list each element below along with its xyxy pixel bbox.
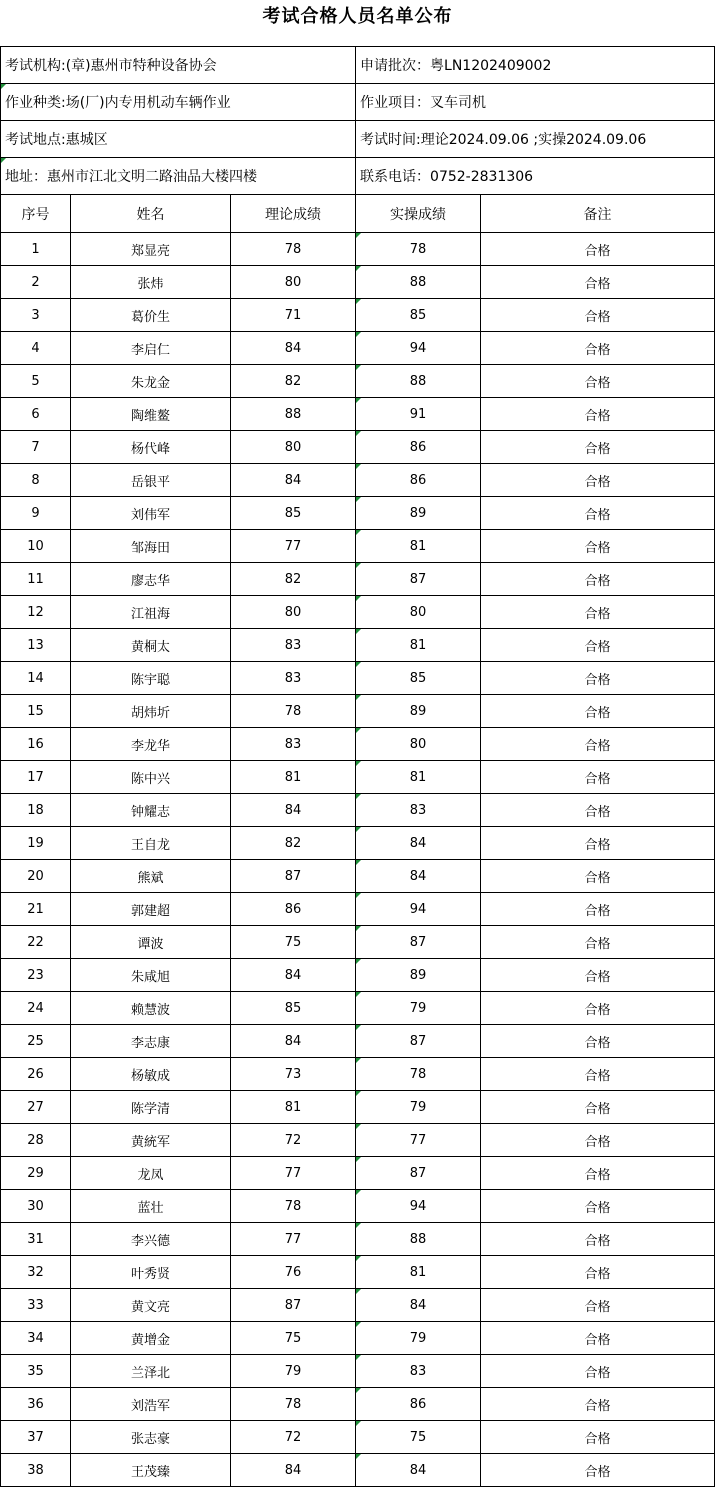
row-practical-score: 91 (356, 398, 481, 431)
row-index: 12 (1, 596, 71, 629)
row-practical-score: 88 (356, 365, 481, 398)
row-remark: 合格 (481, 1190, 715, 1223)
row-remark: 合格 (481, 431, 715, 464)
row-name: 廖志华 (71, 563, 231, 596)
row-index: 21 (1, 893, 71, 926)
table-row (1, 1124, 715, 1157)
col-header-theory: 理论成绩 (231, 195, 356, 233)
row-index: 5 (1, 365, 71, 398)
table-row (1, 1157, 715, 1190)
row-remark: 合格 (481, 1355, 715, 1388)
row-theory-score: 86 (231, 893, 356, 926)
row-index: 13 (1, 629, 71, 662)
row-practical-score: 80 (356, 596, 481, 629)
row-practical-score: 86 (356, 431, 481, 464)
row-name: 李兴德 (71, 1223, 231, 1256)
row-theory-score: 85 (231, 497, 356, 530)
row-name: 张志豪 (71, 1421, 231, 1454)
row-remark: 合格 (481, 1157, 715, 1190)
row-practical-score: 78 (356, 1058, 481, 1091)
row-practical-score: 94 (356, 332, 481, 365)
table-row (1, 794, 715, 827)
row-theory-score: 78 (231, 233, 356, 266)
row-name: 李龙华 (71, 728, 231, 761)
row-theory-score: 85 (231, 992, 356, 1025)
row-theory-score: 84 (231, 959, 356, 992)
table-row (1, 1322, 715, 1355)
row-practical-score: 84 (356, 1289, 481, 1322)
row-practical-score: 83 (356, 1355, 481, 1388)
row-practical-score: 87 (356, 563, 481, 596)
row-practical-score: 89 (356, 959, 481, 992)
row-index: 14 (1, 662, 71, 695)
info-row-org (1, 47, 715, 84)
row-practical-score: 89 (356, 497, 481, 530)
row-name: 陈学清 (71, 1091, 231, 1124)
table-row (1, 332, 715, 365)
row-practical-score: 79 (356, 1091, 481, 1124)
row-name: 龙凤 (71, 1157, 231, 1190)
row-remark: 合格 (481, 1025, 715, 1058)
row-theory-score: 78 (231, 695, 356, 728)
row-name: 刘浩军 (71, 1388, 231, 1421)
row-remark: 合格 (481, 1091, 715, 1124)
row-theory-score: 80 (231, 431, 356, 464)
row-theory-score: 84 (231, 794, 356, 827)
row-practical-score: 77 (356, 1124, 481, 1157)
row-theory-score: 73 (231, 1058, 356, 1091)
row-index: 33 (1, 1289, 71, 1322)
row-name: 邹海田 (71, 530, 231, 563)
row-name: 李启仁 (71, 332, 231, 365)
table-row (1, 662, 715, 695)
row-name: 朱龙金 (71, 365, 231, 398)
row-name: 江祖海 (71, 596, 231, 629)
table-row (1, 233, 715, 266)
row-index: 27 (1, 1091, 71, 1124)
row-remark: 合格 (481, 563, 715, 596)
table-row (1, 992, 715, 1025)
page-title: 考试合格人员名单公布 (262, 6, 453, 27)
table-row (1, 959, 715, 992)
row-practical-score: 83 (356, 794, 481, 827)
row-practical-score: 89 (356, 695, 481, 728)
table-row (1, 1388, 715, 1421)
row-name: 蓝壮 (71, 1190, 231, 1223)
row-index: 2 (1, 266, 71, 299)
row-theory-score: 88 (231, 398, 356, 431)
row-practical-score: 75 (356, 1421, 481, 1454)
row-name: 黄文亮 (71, 1289, 231, 1322)
row-name: 钟耀志 (71, 794, 231, 827)
row-theory-score: 75 (231, 1322, 356, 1355)
row-theory-score: 77 (231, 1223, 356, 1256)
row-practical-score: 85 (356, 299, 481, 332)
row-practical-score: 84 (356, 1454, 481, 1487)
row-index: 20 (1, 860, 71, 893)
table-row (1, 1289, 715, 1322)
row-index: 15 (1, 695, 71, 728)
info-row-address (1, 158, 715, 195)
row-name: 兰泽北 (71, 1355, 231, 1388)
row-practical-score: 94 (356, 893, 481, 926)
row-name: 岳银平 (71, 464, 231, 497)
row-theory-score: 83 (231, 662, 356, 695)
row-theory-score: 75 (231, 926, 356, 959)
row-remark: 合格 (481, 398, 715, 431)
exam-location: 考试地点:惠城区 (1, 121, 356, 158)
row-practical-score: 88 (356, 266, 481, 299)
results-table (0, 46, 715, 1487)
table-row (1, 497, 715, 530)
row-index: 30 (1, 1190, 71, 1223)
row-remark: 合格 (481, 596, 715, 629)
row-name: 郭建超 (71, 893, 231, 926)
row-theory-score: 78 (231, 1388, 356, 1421)
row-index: 22 (1, 926, 71, 959)
row-remark: 合格 (481, 1454, 715, 1487)
col-header-index: 序号 (1, 195, 71, 233)
work-category: 作业种类:场(厂)内专用机动车辆作业 (1, 84, 356, 121)
row-index: 36 (1, 1388, 71, 1421)
row-theory-score: 79 (231, 1355, 356, 1388)
row-practical-score: 81 (356, 761, 481, 794)
row-theory-score: 81 (231, 761, 356, 794)
row-theory-score: 82 (231, 563, 356, 596)
row-remark: 合格 (481, 992, 715, 1025)
table-row (1, 860, 715, 893)
row-practical-score: 86 (356, 464, 481, 497)
row-practical-score: 81 (356, 1256, 481, 1289)
row-index: 3 (1, 299, 71, 332)
row-theory-score: 84 (231, 1454, 356, 1487)
row-practical-score: 85 (356, 662, 481, 695)
row-name: 陶维鳌 (71, 398, 231, 431)
row-name: 张炜 (71, 266, 231, 299)
exam-org: 考试机构:(章)惠州市特种设备协会 (1, 47, 356, 84)
table-row (1, 1355, 715, 1388)
row-remark: 合格 (481, 1058, 715, 1091)
row-remark: 合格 (481, 728, 715, 761)
row-index: 7 (1, 431, 71, 464)
row-index: 24 (1, 992, 71, 1025)
table-row (1, 893, 715, 926)
table-row (1, 1256, 715, 1289)
row-name: 谭波 (71, 926, 231, 959)
table-row (1, 728, 715, 761)
row-remark: 合格 (481, 530, 715, 563)
row-theory-score: 80 (231, 266, 356, 299)
row-practical-score: 94 (356, 1190, 481, 1223)
row-index: 29 (1, 1157, 71, 1190)
table-row (1, 1421, 715, 1454)
row-name: 刘伟军 (71, 497, 231, 530)
row-theory-score: 71 (231, 299, 356, 332)
row-name: 王自龙 (71, 827, 231, 860)
row-name: 熊斌 (71, 860, 231, 893)
row-remark: 合格 (481, 1124, 715, 1157)
exam-time: 考试时间:理论2024.09.06 ;实操2024.09.06 (356, 121, 715, 158)
row-remark: 合格 (481, 860, 715, 893)
row-name: 胡炜圻 (71, 695, 231, 728)
row-remark: 合格 (481, 497, 715, 530)
table-row (1, 398, 715, 431)
row-index: 9 (1, 497, 71, 530)
row-theory-score: 81 (231, 1091, 356, 1124)
table-row (1, 530, 715, 563)
row-theory-score: 77 (231, 1157, 356, 1190)
row-index: 8 (1, 464, 71, 497)
row-index: 28 (1, 1124, 71, 1157)
col-header-remark: 备注 (481, 195, 715, 233)
row-remark: 合格 (481, 761, 715, 794)
row-theory-score: 82 (231, 365, 356, 398)
row-remark: 合格 (481, 794, 715, 827)
row-index: 25 (1, 1025, 71, 1058)
row-theory-score: 83 (231, 629, 356, 662)
row-index: 10 (1, 530, 71, 563)
row-theory-score: 72 (231, 1124, 356, 1157)
row-index: 37 (1, 1421, 71, 1454)
row-index: 17 (1, 761, 71, 794)
row-remark: 合格 (481, 695, 715, 728)
row-name: 黄統军 (71, 1124, 231, 1157)
row-index: 19 (1, 827, 71, 860)
table-row (1, 1091, 715, 1124)
row-name: 杨敏成 (71, 1058, 231, 1091)
row-practical-score: 88 (356, 1223, 481, 1256)
row-theory-score: 72 (231, 1421, 356, 1454)
header-row (1, 195, 715, 233)
row-theory-score: 76 (231, 1256, 356, 1289)
row-practical-score: 84 (356, 860, 481, 893)
row-index: 26 (1, 1058, 71, 1091)
row-practical-score: 87 (356, 1025, 481, 1058)
row-index: 35 (1, 1355, 71, 1388)
table-row (1, 629, 715, 662)
table-row (1, 431, 715, 464)
row-index: 34 (1, 1322, 71, 1355)
row-practical-score: 84 (356, 827, 481, 860)
table-row (1, 1058, 715, 1091)
row-index: 6 (1, 398, 71, 431)
work-project: 作业项目：叉车司机 (356, 84, 715, 121)
row-remark: 合格 (481, 233, 715, 266)
address: 地址：惠州市江北文明二路油品大楼四楼 (1, 158, 356, 195)
row-remark: 合格 (481, 662, 715, 695)
row-index: 18 (1, 794, 71, 827)
row-theory-score: 87 (231, 860, 356, 893)
table-row (1, 1025, 715, 1058)
info-row-location (1, 121, 715, 158)
row-index: 23 (1, 959, 71, 992)
col-header-practical: 实操成绩 (356, 195, 481, 233)
col-header-name: 姓名 (71, 195, 231, 233)
row-remark: 合格 (481, 365, 715, 398)
row-remark: 合格 (481, 827, 715, 860)
row-remark: 合格 (481, 266, 715, 299)
row-name: 葛价生 (71, 299, 231, 332)
apply-batch: 申请批次：粤LN1202409002 (356, 47, 715, 84)
row-remark: 合格 (481, 959, 715, 992)
results-table-body (1, 47, 715, 1487)
row-theory-score: 82 (231, 827, 356, 860)
table-row (1, 926, 715, 959)
contact-phone: 联系电话：0752-2831306 (356, 158, 715, 195)
row-remark: 合格 (481, 1421, 715, 1454)
row-theory-score: 87 (231, 1289, 356, 1322)
table-row (1, 1223, 715, 1256)
info-row-category (1, 84, 715, 121)
row-index: 16 (1, 728, 71, 761)
row-practical-score: 79 (356, 992, 481, 1025)
row-practical-score: 86 (356, 1388, 481, 1421)
row-practical-score: 79 (356, 1322, 481, 1355)
row-remark: 合格 (481, 1388, 715, 1421)
row-remark: 合格 (481, 1223, 715, 1256)
row-index: 32 (1, 1256, 71, 1289)
row-practical-score: 87 (356, 926, 481, 959)
row-theory-score: 84 (231, 332, 356, 365)
row-name: 陈中兴 (71, 761, 231, 794)
row-index: 1 (1, 233, 71, 266)
row-index: 31 (1, 1223, 71, 1256)
row-name: 赖慧波 (71, 992, 231, 1025)
row-index: 11 (1, 563, 71, 596)
row-remark: 合格 (481, 926, 715, 959)
row-name: 陈宇聪 (71, 662, 231, 695)
table-row (1, 596, 715, 629)
row-practical-score: 87 (356, 1157, 481, 1190)
table-row (1, 365, 715, 398)
table-row (1, 1190, 715, 1223)
row-name: 黄桐太 (71, 629, 231, 662)
row-remark: 合格 (481, 1256, 715, 1289)
table-row (1, 695, 715, 728)
row-theory-score: 83 (231, 728, 356, 761)
row-practical-score: 80 (356, 728, 481, 761)
row-name: 叶秀贤 (71, 1256, 231, 1289)
row-name: 王茂臻 (71, 1454, 231, 1487)
table-row (1, 299, 715, 332)
table-row (1, 761, 715, 794)
row-remark: 合格 (481, 893, 715, 926)
row-theory-score: 80 (231, 596, 356, 629)
row-name: 黄增金 (71, 1322, 231, 1355)
row-name: 李志康 (71, 1025, 231, 1058)
row-name: 朱咸旭 (71, 959, 231, 992)
table-row (1, 464, 715, 497)
table-row (1, 266, 715, 299)
row-remark: 合格 (481, 464, 715, 497)
row-index: 38 (1, 1454, 71, 1487)
row-practical-score: 81 (356, 530, 481, 563)
table-row (1, 1454, 715, 1487)
row-name: 杨代峰 (71, 431, 231, 464)
row-remark: 合格 (481, 629, 715, 662)
row-name: 郑显亮 (71, 233, 231, 266)
row-practical-score: 81 (356, 629, 481, 662)
row-theory-score: 78 (231, 1190, 356, 1223)
row-theory-score: 84 (231, 464, 356, 497)
row-index: 4 (1, 332, 71, 365)
row-remark: 合格 (481, 1289, 715, 1322)
row-remark: 合格 (481, 299, 715, 332)
row-remark: 合格 (481, 1322, 715, 1355)
table-row (1, 827, 715, 860)
row-theory-score: 77 (231, 530, 356, 563)
row-practical-score: 78 (356, 233, 481, 266)
table-row (1, 563, 715, 596)
row-theory-score: 84 (231, 1025, 356, 1058)
row-remark: 合格 (481, 332, 715, 365)
